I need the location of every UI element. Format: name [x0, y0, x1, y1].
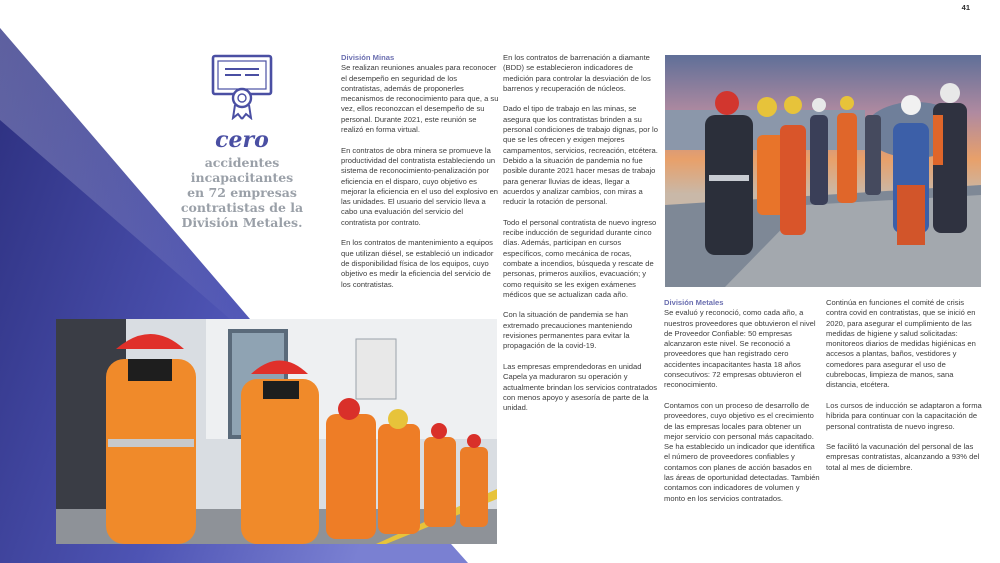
photo-workers-sunset — [665, 55, 981, 287]
paragraph: En los contratos de barrenación a diamante (BDD) se establecieron indicadores de medición para controlar la desviación de los barrenos y recuperación de núcleos. — [503, 53, 651, 93]
paragraph: Las empresas emprendedoras en unidad Capela ya maduraron su operación y actualmente brindan los servicios contratados con menos apoyo y asesoría de parte de la unidad. — [503, 361, 658, 413]
paragraph: Contamos con un proceso de desarrollo de proveedores, cuyo objetivo es el crecimiento de las empresas locales para obtener un mejor servicio con personal más capacitado. Se ha establecido un indicador que identifica el número de proveedores confiables y contamos con planes de acción basados en las áreas de oportunidad detectadas. También contamos con indicadores de volumen y monto en los servicios contratados. — [664, 400, 820, 503]
text-column-minas — [341, 53, 499, 300]
caption-line: contratistas de la — [180, 200, 304, 215]
section-heading-minas: División Minas — [341, 53, 395, 62]
paragraph: Los cursos de inducción se adaptaron a forma híbrida para continuar con la capacitación de personal contratista de nuevo ingreso. — [826, 400, 982, 431]
paragraph: Se facilitó la vacunación del personal de las empresas contratistas, alcanzando a 93% del total al mes de diciembre. — [826, 442, 980, 472]
caption-line: División Metales. — [181, 215, 303, 230]
caption-line: en 72 empresas — [187, 185, 297, 200]
paragraph: Con la situación de pandemia se han extremado precauciones manteniendo revisiones permanentes para evitar la propagación de la covid-19. — [503, 310, 633, 351]
text-column-minas-continued — [503, 53, 661, 424]
caption-line: accidentes incapacitantes — [190, 155, 294, 185]
paragraph: Todo el personal contratista de nuevo ingreso recibe inducción de seguridad durante cinco días. Además, participan en cursos específicos, como mecánica de rocas, combate a incendios, búsqueda y rescate de personas, primeros auxilios, evacuación; y como requisito se les exigen exámenes médicos que se actualizan cada año. — [503, 217, 657, 299]
certificate-icon — [211, 54, 273, 120]
text-column-metales — [664, 298, 820, 514]
paragraph: Se realizan reuniones anuales para reconocer el desempeño en seguridad de los contratistas, además de proponerles mecanismos de reconocimiento para que, a su vez, ellos reconozcan el desempeño de su personal. Durante 2021, este reunión se realizó en forma virtual. — [341, 63, 499, 135]
highlight-caption — [156, 155, 328, 230]
page-number: 41 — [961, 3, 970, 12]
paragraph: Continúa en funciones el comité de crisis contra covid en contratistas, que se inició en 2020, para asegurar el cumplimiento de las medidas de higiene y salud solicitadas: monitoreos diarios de medidas higiénicas en accesos a plantas, baños, vestidores y comedores para asegurar el uso de cubrebocas, limpieza de manos, sana distancia, etcétera. — [826, 298, 976, 390]
paragraph: Dado el tipo de trabajo en las minas, se asegura que los contratistas brinden a su personal condiciones de trabajo dignas, por lo que se les ofrecen y exigen mejores campamentos, servicios, recreación, etcétera. Debido a la situación de pandemia no fue posible durante 2021 hacer mesas de trabajo para generar lluvias de ideas, llegar a acuerdos y analizar cambios, con miras a reducir la rotación de personal. — [503, 104, 658, 207]
photo-workers-orange-coveralls — [56, 319, 497, 544]
paragraph: En los contratos de mantenimiento a equipos que utilizan diésel, se estableció un indicador de disponibilidad física de los equipos, cuyo objetivo es medir la eficiencia del servicio de los contratistas. — [341, 238, 494, 289]
highlight-number: cero — [215, 127, 269, 153]
paragraph: Se evaluó y reconoció, como cada año, a nuestros proveedores que obtuvieron el nivel de Proveedor Confiable: 50 empresas alcanzaron este nivel. Se reconoció a proveedores que han registrado cero accidentes incapacitantes hasta 18 años consecutivos: 72 empresas obtuvieron el reconocimiento. — [664, 308, 816, 390]
paragraph: En contratos de obra minera se promueve la productividad del contratista estableciendo un sistema de reconocimiento-penalización por eficiencia en el disparo, cuyo objetivo es mejorar la eficiencia en el uso del explosivo en las unidades. El usuario del servicio lleva a cabo una evaluación del servicio del contratista por contrato. — [341, 145, 499, 227]
section-heading-metales: División Metales — [664, 298, 724, 307]
text-column-metales-continued — [826, 298, 984, 483]
